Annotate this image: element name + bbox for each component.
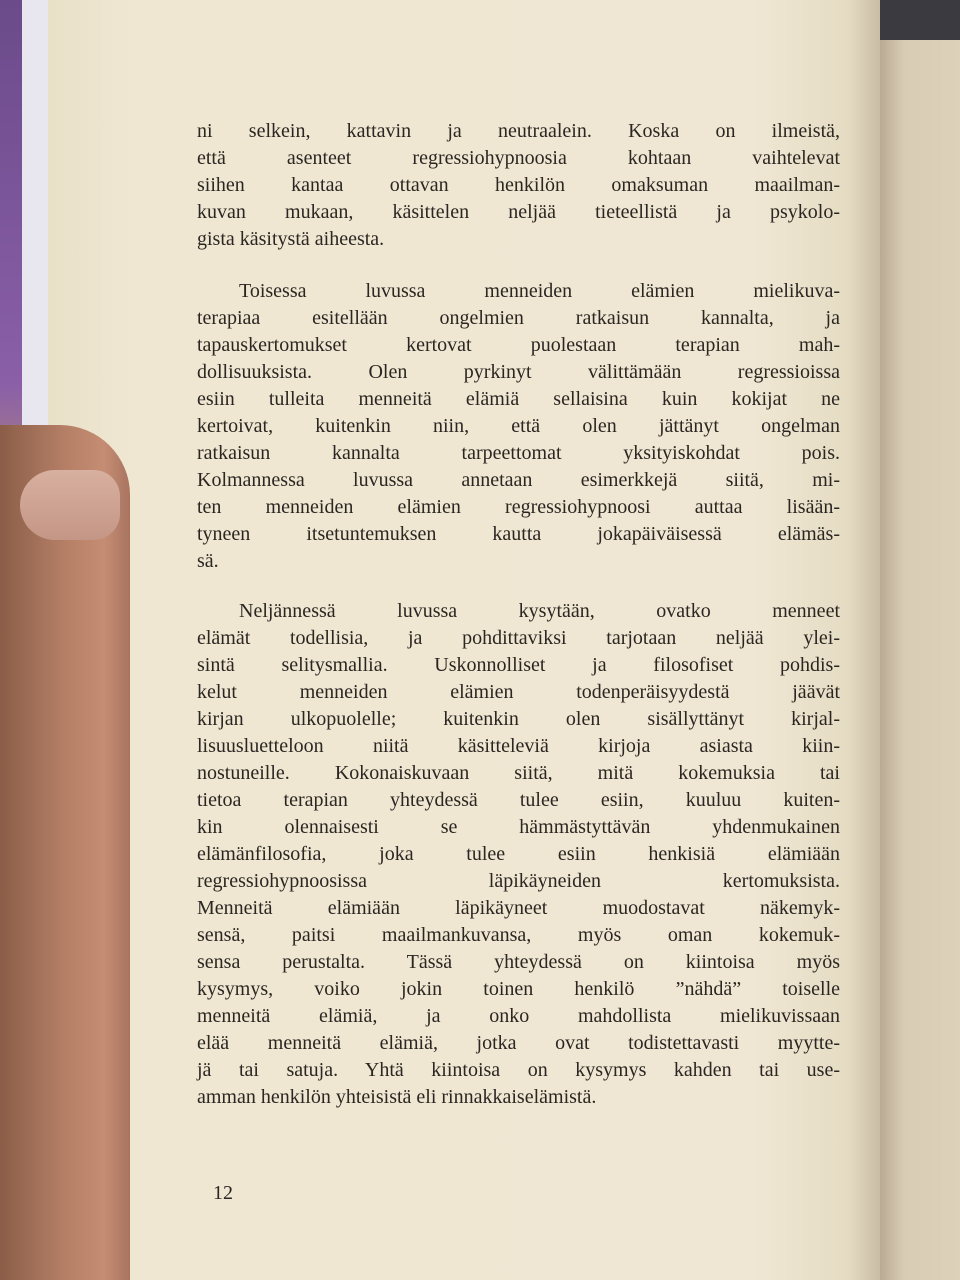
facing-page-edge <box>880 40 960 1280</box>
text-line: Toisessa luvussa menneiden elämien mielikuva- <box>239 280 840 302</box>
text-line: Kolmannessa luvussa annetaan esimerkkejä siitä, mi- <box>197 469 840 491</box>
text-line: tyneen itsetuntemuksen kautta jokapäiväisessä elämäs- <box>197 523 840 545</box>
text-line: elämät todellisia, ja pohdittaviksi tarjotaan neljää ylei- <box>197 627 840 649</box>
text-line: tietoa terapian yhteydessä tulee esiin, kuuluu kuiten- <box>197 789 840 811</box>
text-line: elää menneitä elämiä, jotka ovat todistettavasti myytte- <box>197 1032 840 1054</box>
text-line: nostuneille. Kokonaiskuvaan siitä, mitä kokemuksia tai <box>197 762 840 784</box>
text-line: terapiaa esitellään ongelmien ratkaisun kannalta, ja <box>197 307 840 329</box>
text-line: regressiohypnoosissa läpikäyneiden kertomuksista. <box>197 870 840 892</box>
text-line: ratkaisun kannalta tarpeettomat yksityiskohdat pois. <box>197 442 840 464</box>
text-line: kertoivat, kuitenkin niin, että olen jättänyt ongelman <box>197 415 840 437</box>
thumbnail <box>20 470 120 540</box>
text-line: ten menneiden elämien regressiohypnoosi auttaa lisään- <box>197 496 840 518</box>
page-number: 12 <box>213 1182 233 1204</box>
text-line: kin olennaisesti se hämmästyttävän yhdenmukainen <box>197 816 840 838</box>
text-line: että asenteet regressiohypnoosia kohtaan vaihtelevat <box>197 147 840 169</box>
text-line: Neljännessä luvussa kysytään, ovatko menneet <box>239 600 840 622</box>
text-line: siihen kantaa ottavan henkilön omaksuman maailman- <box>197 174 840 196</box>
text-line: amman henkilön yhteisistä eli rinnakkaiselämistä. <box>197 1086 597 1108</box>
text-line: sä. <box>197 550 219 572</box>
text-line: menneitä elämiä, ja onko mahdollista mielikuvissaan <box>197 1005 840 1027</box>
text-line: kelut menneiden elämien todenperäisyydestä jäävät <box>197 681 840 703</box>
text-line: gista käsitystä aiheesta. <box>197 228 385 250</box>
text-line: kysymys, voiko jokin toinen henkilö ”nähdä” toiselle <box>197 978 840 1000</box>
text-line: esiin tulleita menneitä elämiä sellaisina kuin kokijat ne <box>197 388 840 410</box>
text-line: ni selkein, kattavin ja neutraalein. Koska on ilmeistä, <box>197 120 840 142</box>
text-line: sensa perustalta. Tässä yhteydessä on kiintoisa myös <box>197 951 840 973</box>
text-line: Menneitä elämiään läpikäyneet muodostavat näkemyk- <box>197 897 840 919</box>
page-body-text <box>197 0 840 1120</box>
text-line: dollisuuksista. Olen pyrkinyt välittämään regressioissa <box>197 361 840 383</box>
text-line: kuvan mukaan, käsittelen neljää tieteellistä ja psykolo- <box>197 201 840 223</box>
text-line: sintä selitysmallia. Uskonnolliset ja filosofiset pohdis- <box>197 654 840 676</box>
text-line: tapauskertomukset kertovat puolestaan terapian mah- <box>197 334 840 356</box>
text-line: jä tai satuja. Yhtä kiintoisa on kysymys kahden tai use- <box>197 1059 840 1081</box>
text-line: lisuusluetteloon niitä käsitteleviä kirjoja asiasta kiin- <box>197 735 840 757</box>
thumb-holding-book <box>0 425 130 1280</box>
text-line: sensä, paitsi maailmankuvansa, myös oman kokemuk- <box>197 924 840 946</box>
text-line: elämänfilosofia, joka tulee esiin henkisiä elämiään <box>197 843 840 865</box>
text-line: kirjan ulkopuolelle; kuitenkin olen sisällyttänyt kirjal- <box>197 708 840 730</box>
